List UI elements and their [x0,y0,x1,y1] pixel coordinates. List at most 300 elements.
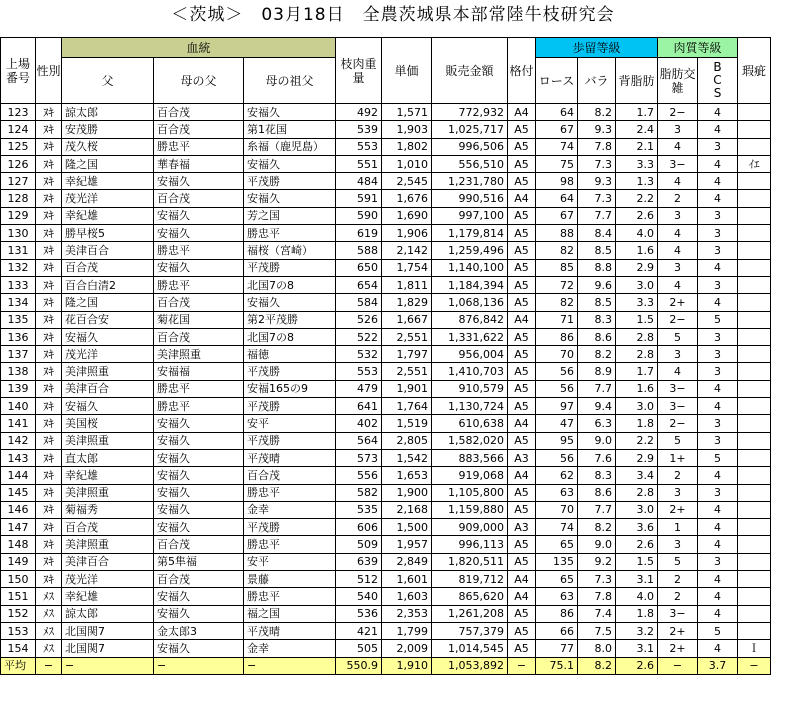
cell-back-fat: 2.4 [616,121,658,138]
cell-sale-amount: 1,179,814 [432,225,508,242]
cell-sex: ﾇｷ [36,242,62,259]
cell-marbling-cross: 5 [658,553,698,570]
cell-back-fat: 3.6 [616,519,658,536]
cell-sale-amount: 1,159,880 [432,501,508,518]
cell-loin: 47 [536,415,578,432]
table-row [1,588,771,605]
cell-mothers-grandfather: 勝忠平 [244,536,336,553]
cell-grade: A5 [508,501,536,518]
table-row [1,294,771,311]
cell-carcass-weight: 484 [336,173,382,190]
cell-back-fat: 3.0 [616,501,658,518]
cell-mothers-grandfather: 平茂晴 [244,449,336,466]
cell-lot-no: 135 [1,311,36,328]
cell-bara: 9.4 [578,398,616,415]
cell-carcass-weight: 539 [336,121,382,138]
cell-bcs: 3 [698,432,738,449]
cell-lot-no: 130 [1,225,36,242]
cell-sale-amount: 996,113 [432,536,508,553]
cell-sale-amount: 1,582,020 [432,432,508,449]
cell-sex: ﾇｷ [36,571,62,588]
cell-sex: ﾇｷ [36,138,62,155]
cell-unit-price: 1,676 [382,190,432,207]
cell-defect [738,536,771,553]
cell-grade: A4 [508,415,536,432]
cell-bcs: 3 [698,242,738,259]
cell-loin: 82 [536,294,578,311]
cell-defect [738,467,771,484]
cell-mothers-father: 百合茂 [154,190,244,207]
cell-unit-price: 2,142 [382,242,432,259]
cell-unit-price: 1,903 [382,121,432,138]
cell-back-fat: 2.6 [616,207,658,224]
header-unit-price: 単価 [382,38,432,104]
cell-defect [738,398,771,415]
cell-loin: 64 [536,104,578,121]
average-carcass-weight: 550.9 [336,657,382,674]
cell-unit-price: 2,551 [382,328,432,345]
cell-back-fat: 3.3 [616,294,658,311]
cell-mothers-grandfather: 糸福（鹿児島） [244,138,336,155]
cell-unit-price: 1,571 [382,104,432,121]
cell-father: 諒太郎 [62,605,154,622]
cell-unit-price: 1,797 [382,346,432,363]
cell-bcs: 4 [698,173,738,190]
cell-sale-amount: 1,014,545 [432,640,508,657]
cell-back-fat: 1.5 [616,311,658,328]
cell-sex: ﾒｽ [36,640,62,657]
table-row [1,640,771,657]
cell-carcass-weight: 532 [336,346,382,363]
cell-father: 百合茂 [62,519,154,536]
cell-sale-amount: 997,100 [432,207,508,224]
cell-defect [738,622,771,639]
cell-back-fat: 2.2 [616,190,658,207]
cell-unit-price: 1,653 [382,467,432,484]
cell-lot-no: 148 [1,536,36,553]
cell-grade: A5 [508,398,536,415]
cell-unit-price: 2,545 [382,173,432,190]
cell-sale-amount: 996,506 [432,138,508,155]
cell-bara: 7.5 [578,622,616,639]
cell-back-fat: 1.3 [616,173,658,190]
cell-bara: 8.5 [578,294,616,311]
cell-bcs: 4 [698,190,738,207]
cell-sale-amount: 1,105,800 [432,484,508,501]
cell-mothers-father: 菊花国 [154,311,244,328]
cell-unit-price: 2,849 [382,553,432,570]
cell-grade: A4 [508,104,536,121]
cell-father: 直太郎 [62,449,154,466]
cell-mothers-grandfather: 金幸 [244,640,336,657]
cell-loin: 62 [536,467,578,484]
cell-unit-price: 1,901 [382,380,432,397]
cell-sex: ﾇｷ [36,536,62,553]
cell-grade: A4 [508,467,536,484]
cell-defect [738,138,771,155]
cell-loin: 95 [536,432,578,449]
cell-mothers-father: 百合茂 [154,571,244,588]
cell-loin: 67 [536,207,578,224]
table-row [1,173,771,190]
table-row [1,380,771,397]
cell-sex: ﾇｷ [36,432,62,449]
average-mothers-father: − [154,657,244,674]
cell-bara: 8.3 [578,311,616,328]
cell-marbling-cross: 2+ [658,622,698,639]
table-row [1,501,771,518]
cell-mothers-father: 勝忠平 [154,242,244,259]
cell-sex: ﾇｷ [36,155,62,172]
table-row [1,155,771,172]
table-row [1,398,771,415]
cell-carcass-weight: 505 [336,640,382,657]
cell-marbling-cross: 2− [658,104,698,121]
cell-mothers-grandfather: 平茂勝 [244,259,336,276]
cell-mothers-father: 第5隼福 [154,553,244,570]
cell-sex: ﾇｷ [36,173,62,190]
cell-back-fat: 3.4 [616,467,658,484]
cell-sale-amount: 883,566 [432,449,508,466]
table-row [1,104,771,121]
average-bara: 8.2 [578,657,616,674]
cell-grade: A5 [508,294,536,311]
cell-grade: A5 [508,346,536,363]
cell-unit-price: 1,603 [382,588,432,605]
cell-carcass-weight: 584 [336,294,382,311]
cell-sex: ﾇｷ [36,104,62,121]
cell-mothers-father: 安福久 [154,605,244,622]
cell-back-fat: 3.3 [616,155,658,172]
cell-unit-price: 1,811 [382,276,432,293]
cell-bara: 7.3 [578,190,616,207]
cell-mothers-grandfather: 北国7の8 [244,328,336,345]
table-row [1,571,771,588]
cell-mothers-grandfather: 安福久 [244,155,336,172]
cell-father: 幸紀雄 [62,588,154,605]
cell-marbling-cross: 2+ [658,294,698,311]
cell-sex: ﾇｷ [36,259,62,276]
cell-back-fat: 2.8 [616,328,658,345]
cell-bcs: 4 [698,536,738,553]
cell-back-fat: 1.6 [616,380,658,397]
header-father: 父 [62,58,154,104]
cell-back-fat: 4.0 [616,588,658,605]
cell-mothers-grandfather: 平茂晴 [244,622,336,639]
cell-father: 美津百合 [62,380,154,397]
cell-lot-no: 132 [1,259,36,276]
cell-bara: 7.3 [578,155,616,172]
average-label: 平均 [1,657,36,674]
cell-mothers-father: 華春福 [154,155,244,172]
table-row [1,346,771,363]
cell-grade: A4 [508,571,536,588]
cell-marbling-cross: 4 [658,242,698,259]
cell-mothers-grandfather: 平茂勝 [244,519,336,536]
cell-father: 茂光洋 [62,571,154,588]
table-row [1,622,771,639]
cell-carcass-weight: 536 [336,605,382,622]
cell-sex: ﾇｷ [36,484,62,501]
cell-unit-price: 1,957 [382,536,432,553]
header-meat-grade: 肉質等級 [658,38,738,58]
cell-carcass-weight: 606 [336,519,382,536]
cell-defect [738,380,771,397]
cell-sale-amount: 990,516 [432,190,508,207]
cell-carcass-weight: 479 [336,380,382,397]
cell-carcass-weight: 582 [336,484,382,501]
cell-carcass-weight: 641 [336,398,382,415]
cell-father: 美津照重 [62,363,154,380]
cell-grade: A5 [508,640,536,657]
cell-marbling-cross: 5 [658,328,698,345]
cell-sex: ﾇｷ [36,121,62,138]
cell-lot-no: 144 [1,467,36,484]
cell-defect [738,605,771,622]
cell-sale-amount: 1,261,208 [432,605,508,622]
cell-father: 美津照重 [62,484,154,501]
cell-defect [738,346,771,363]
cell-back-fat: 3.2 [616,622,658,639]
cell-sex: ﾒｽ [36,622,62,639]
cell-father: 幸紀雄 [62,467,154,484]
cell-carcass-weight: 551 [336,155,382,172]
cell-mothers-father: 安福久 [154,432,244,449]
average-grade: − [508,657,536,674]
cell-father: 百合白清2 [62,276,154,293]
cell-loin: 74 [536,138,578,155]
cell-bcs: 5 [698,311,738,328]
cell-carcass-weight: 556 [336,467,382,484]
cell-marbling-cross: 3− [658,155,698,172]
cell-lot-no: 127 [1,173,36,190]
cell-loin: 56 [536,449,578,466]
cell-bcs: 3 [698,225,738,242]
cell-sale-amount: 1,331,622 [432,328,508,345]
cell-sex: ﾇｷ [36,328,62,345]
table-row [1,519,771,536]
cell-father: 諒太郎 [62,104,154,121]
cell-mothers-grandfather: 福桜（宮崎） [244,242,336,259]
cell-bara: 7.6 [578,449,616,466]
cell-lot-no: 140 [1,398,36,415]
cell-mothers-grandfather: 安福久 [244,190,336,207]
cell-sex: ﾇｷ [36,519,62,536]
cell-sex: ﾇｷ [36,294,62,311]
cell-bcs: 3 [698,138,738,155]
cell-bara: 9.2 [578,553,616,570]
cell-father: 安福久 [62,328,154,345]
cell-bara: 7.4 [578,605,616,622]
cell-mothers-father: 勝忠平 [154,398,244,415]
cell-mothers-father: 安福久 [154,415,244,432]
cell-loin: 135 [536,553,578,570]
table-row [1,432,771,449]
cell-marbling-cross: 4 [658,138,698,155]
cell-sale-amount: 909,000 [432,519,508,536]
cell-lot-no: 133 [1,276,36,293]
cell-bara: 7.8 [578,588,616,605]
cell-sex: ﾇｷ [36,225,62,242]
cell-bcs: 3 [698,328,738,345]
cell-unit-price: 1,519 [382,415,432,432]
cell-loin: 65 [536,571,578,588]
cell-loin: 88 [536,225,578,242]
cell-mothers-grandfather: 安福165の9 [244,380,336,397]
average-unit-price: 1,910 [382,657,432,674]
cell-bara: 8.6 [578,484,616,501]
cell-bcs: 4 [698,121,738,138]
cell-lot-no: 147 [1,519,36,536]
header-pedigree: 血統 [62,38,336,58]
cell-back-fat: 2.6 [616,536,658,553]
cell-grade: A5 [508,605,536,622]
cell-defect [738,415,771,432]
cell-back-fat: 1.8 [616,415,658,432]
cell-lot-no: 151 [1,588,36,605]
average-row [1,657,771,674]
cell-father: 勝早桜5 [62,225,154,242]
cell-father: 美国桜 [62,415,154,432]
cell-mothers-grandfather: 安平 [244,553,336,570]
cell-mothers-father: 百合茂 [154,536,244,553]
cell-sale-amount: 757,379 [432,622,508,639]
cell-carcass-weight: 402 [336,415,382,432]
cell-lot-no: 152 [1,605,36,622]
cell-sale-amount: 1,130,724 [432,398,508,415]
cell-loin: 71 [536,311,578,328]
cell-bcs: 4 [698,571,738,588]
cell-defect [738,225,771,242]
cell-marbling-cross: 2− [658,415,698,432]
cell-father: 隆之国 [62,294,154,311]
cell-bara: 7.7 [578,380,616,397]
cell-loin: 64 [536,190,578,207]
cell-loin: 63 [536,484,578,501]
cell-loin: 85 [536,259,578,276]
cell-marbling-cross: 2− [658,311,698,328]
cell-grade: A5 [508,328,536,345]
cell-sex: ﾇｷ [36,415,62,432]
cell-carcass-weight: 512 [336,571,382,588]
cell-bcs: 3 [698,415,738,432]
cell-unit-price: 1,764 [382,398,432,415]
header-sale-amount: 販売金額 [432,38,508,104]
cell-marbling-cross: 2 [658,190,698,207]
cell-marbling-cross: 2 [658,571,698,588]
cell-bcs: 3 [698,276,738,293]
cell-bara: 8.8 [578,259,616,276]
table-row [1,207,771,224]
cell-unit-price: 1,667 [382,311,432,328]
cell-bcs: 4 [698,640,738,657]
cell-carcass-weight: 421 [336,622,382,639]
cell-carcass-weight: 564 [336,432,382,449]
cell-bcs: 5 [698,622,738,639]
table-row [1,225,771,242]
cell-mothers-father: 安福久 [154,449,244,466]
cell-bara: 7.7 [578,207,616,224]
cell-father: 美津照重 [62,432,154,449]
cell-lot-no: 131 [1,242,36,259]
cell-grade: A3 [508,519,536,536]
cell-sex: ﾇｷ [36,363,62,380]
cell-defect [738,207,771,224]
header-carcass-weight: 枝肉重量 [336,38,382,104]
cell-marbling-cross: 5 [658,432,698,449]
cell-back-fat: 2.8 [616,346,658,363]
cell-bcs: 3 [698,363,738,380]
cell-defect [738,190,771,207]
cell-carcass-weight: 540 [336,588,382,605]
cell-lot-no: 154 [1,640,36,657]
cell-loin: 65 [536,536,578,553]
cell-grade: A5 [508,432,536,449]
cell-defect [738,519,771,536]
cell-back-fat: 3.0 [616,276,658,293]
cell-carcass-weight: 526 [336,311,382,328]
cell-bara: 8.0 [578,640,616,657]
cell-father: 花百合安 [62,311,154,328]
cell-unit-price: 2,805 [382,432,432,449]
cell-back-fat: 1.5 [616,553,658,570]
cell-mothers-grandfather: 第2平茂勝 [244,311,336,328]
cell-father: 美津百合 [62,553,154,570]
cell-marbling-cross: 3 [658,484,698,501]
cell-bcs: 4 [698,398,738,415]
cell-unit-price: 1,754 [382,259,432,276]
cell-marbling-cross: 1+ [658,449,698,466]
cell-bara: 8.2 [578,346,616,363]
cell-grade: A5 [508,622,536,639]
cell-carcass-weight: 588 [336,242,382,259]
cell-marbling-cross: 4 [658,173,698,190]
cell-bcs: 3 [698,346,738,363]
cell-mothers-father: 安福久 [154,519,244,536]
cell-loin: 86 [536,605,578,622]
cell-carcass-weight: 619 [336,225,382,242]
cell-mothers-grandfather: 平茂勝 [244,398,336,415]
header-bcs: BCS [698,58,738,104]
cell-mothers-grandfather: 百合茂 [244,467,336,484]
cell-mothers-grandfather: 安福久 [244,104,336,121]
cell-mothers-father: 安福久 [154,225,244,242]
cell-carcass-weight: 590 [336,207,382,224]
table-row [1,138,771,155]
cell-sex: ﾇｷ [36,311,62,328]
cell-mothers-father: 安福久 [154,173,244,190]
cell-mothers-father: 勝忠平 [154,276,244,293]
cell-back-fat: 2.9 [616,259,658,276]
cell-grade: A5 [508,553,536,570]
average-bcs: 3.7 [698,657,738,674]
cell-bcs: 3 [698,484,738,501]
average-loin: 75.1 [536,657,578,674]
cell-bara: 8.9 [578,363,616,380]
cell-bcs: 3 [698,553,738,570]
cell-marbling-cross: 2+ [658,640,698,657]
cell-mothers-father: 百合茂 [154,121,244,138]
cell-mothers-grandfather: 福徳 [244,346,336,363]
cell-marbling-cross: 3− [658,380,698,397]
cell-grade: A5 [508,225,536,242]
cell-defect [738,484,771,501]
cell-sex: ﾇｷ [36,380,62,397]
cell-mothers-father: 百合茂 [154,328,244,345]
cell-unit-price: 2,009 [382,640,432,657]
cell-defect [738,501,771,518]
cell-unit-price: 1,690 [382,207,432,224]
